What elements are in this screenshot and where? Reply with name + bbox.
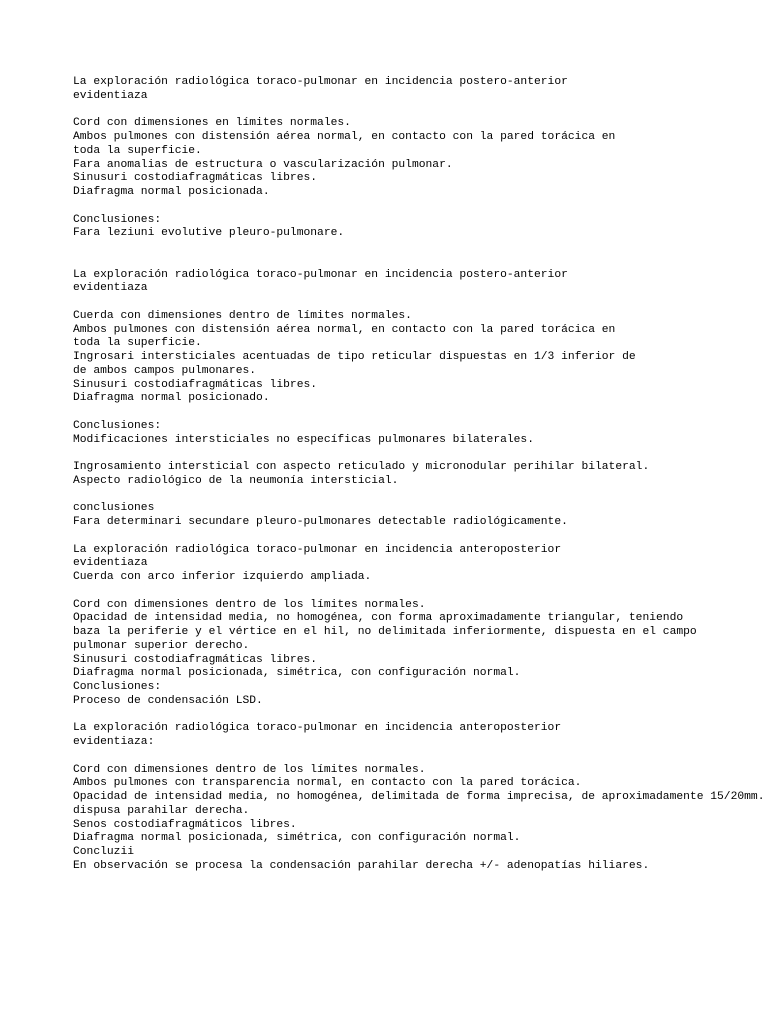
text-line: evidentiaza: — [73, 736, 155, 748]
text-line — [73, 489, 768, 503]
text-line: Cord con dimensiones en límites normales. — [73, 117, 351, 130]
text-line: Senos costodiafragmáticos libres. — [73, 818, 297, 831]
text-line: La exploración radiológica toraco-pulmonar en incidencia postero-anterior — [73, 268, 568, 281]
text-line: Ingrosamiento intersticial con aspecto reticulado y micronodular perihilar bilateral. — [73, 461, 650, 473]
text-line: dispusa parahilar derecha. — [73, 804, 250, 817]
text-line: Sinusuri costodiafragmáticas libres. — [73, 653, 318, 666]
text-line — [73, 709, 768, 723]
text-line: toda la superficie. — [73, 144, 202, 157]
text-line: Conclusiones: — [73, 213, 162, 226]
text-line: Conclusiones: — [73, 419, 162, 432]
text-line: evidentiaza — [73, 557, 148, 570]
text-line: Fara leziuni evolutive pleuro-pulmonare. — [73, 227, 345, 240]
text-line: Ingrosari intersticiales acentuadas de tipo reticular dispuestas en 1/3 inferior de — [73, 351, 636, 363]
text-line: Sinusuri costodiafragmáticas libres. — [73, 172, 318, 185]
text-line: conclusiones — [73, 502, 155, 515]
text-line: Proceso de condensación LSD. — [73, 694, 263, 707]
text-line: baza la periferie y el vértice en el hil, no delimitada inferiormente, dispuesta en el campo — [73, 626, 697, 638]
text-line — [73, 200, 768, 214]
text-line: toda la superficie. — [73, 337, 202, 350]
text-line — [73, 255, 768, 269]
text-line — [73, 585, 768, 599]
text-line: Opacidad de intensidad media, no homogénea, con forma aproximadamente triangular, teniendo — [73, 612, 684, 625]
text-line — [73, 296, 768, 310]
text-line: Cord con dimensiones dentro de los límites normales. — [73, 763, 426, 776]
text-line: Fara anomalias de estructura o vascularización pulmonar. — [73, 158, 453, 171]
text-line: Cuerda con arco inferior izquierdo ampliada. — [73, 571, 372, 583]
text-line: Fara determinari secundare pleuro-pulmonares detectable radiológicamente. — [73, 516, 568, 528]
text-line — [73, 241, 768, 255]
text-line — [73, 530, 768, 544]
text-line: En observación se procesa la condensación parahilar derecha +/- adenopatías hiliares. — [73, 859, 650, 872]
text-line — [73, 447, 768, 461]
text-line: Concluzii — [73, 846, 135, 858]
text-line: Opacidad de intensidad media, no homogénea, delimitada de forma imprecisa, de aproximadamente 15/20mm. — [73, 791, 765, 803]
text-line: Diafragma normal posicionado. — [73, 392, 270, 405]
text-line: Diafragma normal posicionada, simétrica, con configuración normal. — [73, 667, 521, 680]
text-line: Cord con dimensiones dentro de los límites normales. — [73, 598, 426, 611]
text-line: Modificaciones intersticiales no específicas pulmonares bilaterales. — [73, 433, 534, 446]
text-line: Ambos pulmones con distensión aérea normal, en contacto con la pared torácica en — [73, 323, 616, 336]
text-line: evidentiaza — [73, 89, 148, 102]
text-line: La exploración radiológica toraco-pulmonar en incidencia anteroposterior — [73, 722, 562, 735]
text-line: La exploración radiológica toraco-pulmonar en incidencia postero-anterior — [73, 76, 568, 88]
text-line: La exploración radiológica toraco-pulmonar en incidencia anteroposterior — [73, 543, 562, 556]
text-line: evidentiaza — [73, 282, 148, 295]
text-line: Cuerda con dimensiones dentro de límites normales. — [73, 309, 412, 322]
text-line: Diafragma normal posicionada, simétrica, con configuración normal. — [73, 832, 521, 845]
report-text — [73, 76, 768, 874]
text-line: Aspecto radiológico de la neumonía intersticial. — [73, 474, 399, 487]
text-line: Ambos pulmones con transparencia normal, en contacto con la pared torácica. — [73, 777, 582, 790]
text-line: pulmonar superior derecho. — [73, 639, 250, 652]
text-line: Sinusuri costodiafragmáticas libres. — [73, 378, 318, 391]
text-line — [73, 406, 768, 420]
text-line: de ambos campos pulmonares. — [73, 364, 257, 377]
text-line — [73, 104, 768, 118]
text-line: Ambos pulmones con distensión aérea normal, en contacto con la pared torácica en — [73, 131, 616, 143]
text-line: Conclusiones: — [73, 681, 162, 693]
text-line: Diafragma normal posicionada. — [73, 186, 270, 198]
text-line — [73, 750, 768, 764]
